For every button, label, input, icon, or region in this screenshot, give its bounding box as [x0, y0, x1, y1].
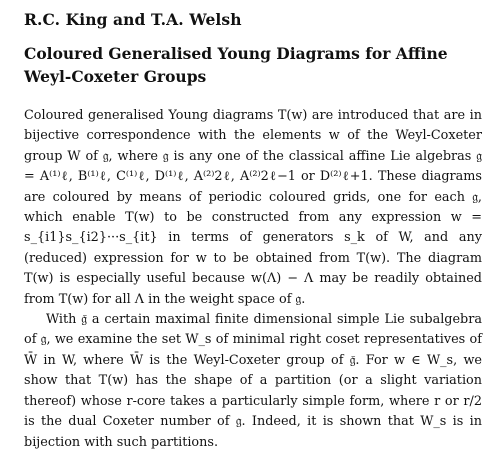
abstract-paragraph-2: With 𝔤̄ a certain maximal finite dimensional simple Lie subalgebra of 𝔤, we examine the set W_s of minimal right coset representatives of W̄ in W, where W̄ is the Weyl-Coxeter group of 𝔤̄. For w ∈ W_s, we show that T(w) has the shape of a partition (or a slight variation thereof) whose r-core takes a particularly simple form, where r or r/2 is the dual Coxeter number of 𝔤. Indeed, it is shown that W_s is in bijection with such partitions.	[24, 312, 482, 450]
authors: R.C. King and T.A. Welsh	[24, 10, 242, 29]
abstract-paragraph-1: Coloured generalised Young diagrams T(w) are introduced that are in bijective correspondence with the elements w of the Weyl-Coxeter group W of 𝔤, where 𝔤 is any one of the classical affine Lie algebras 𝔤 = A⁽¹⁾ℓ, B⁽¹⁾ℓ, C⁽¹⁾ℓ, D⁽¹⁾ℓ, A⁽²⁾2ℓ, A⁽²⁾2ℓ−1 or D⁽²⁾ℓ+1. These diagrams are coloured by means of periodic coloured grids, one for each 𝔤, which enable T(w) to be constructed from any expression w = s_{i1}s_{i2}···s_{it} in terms of generators s_k of W, and any (reduced) expression for w to be obtained from T(w). The diagram T(w) is especially useful because w(Λ) − Λ may be readily obtained from T(w) for all Λ in the weight space of 𝔤.	[24, 108, 482, 307]
paper-title: Coloured Generalised Young Diagrams for Affine Weyl-Coxeter Groups	[24, 44, 448, 86]
abstract	[24, 106, 482, 453]
